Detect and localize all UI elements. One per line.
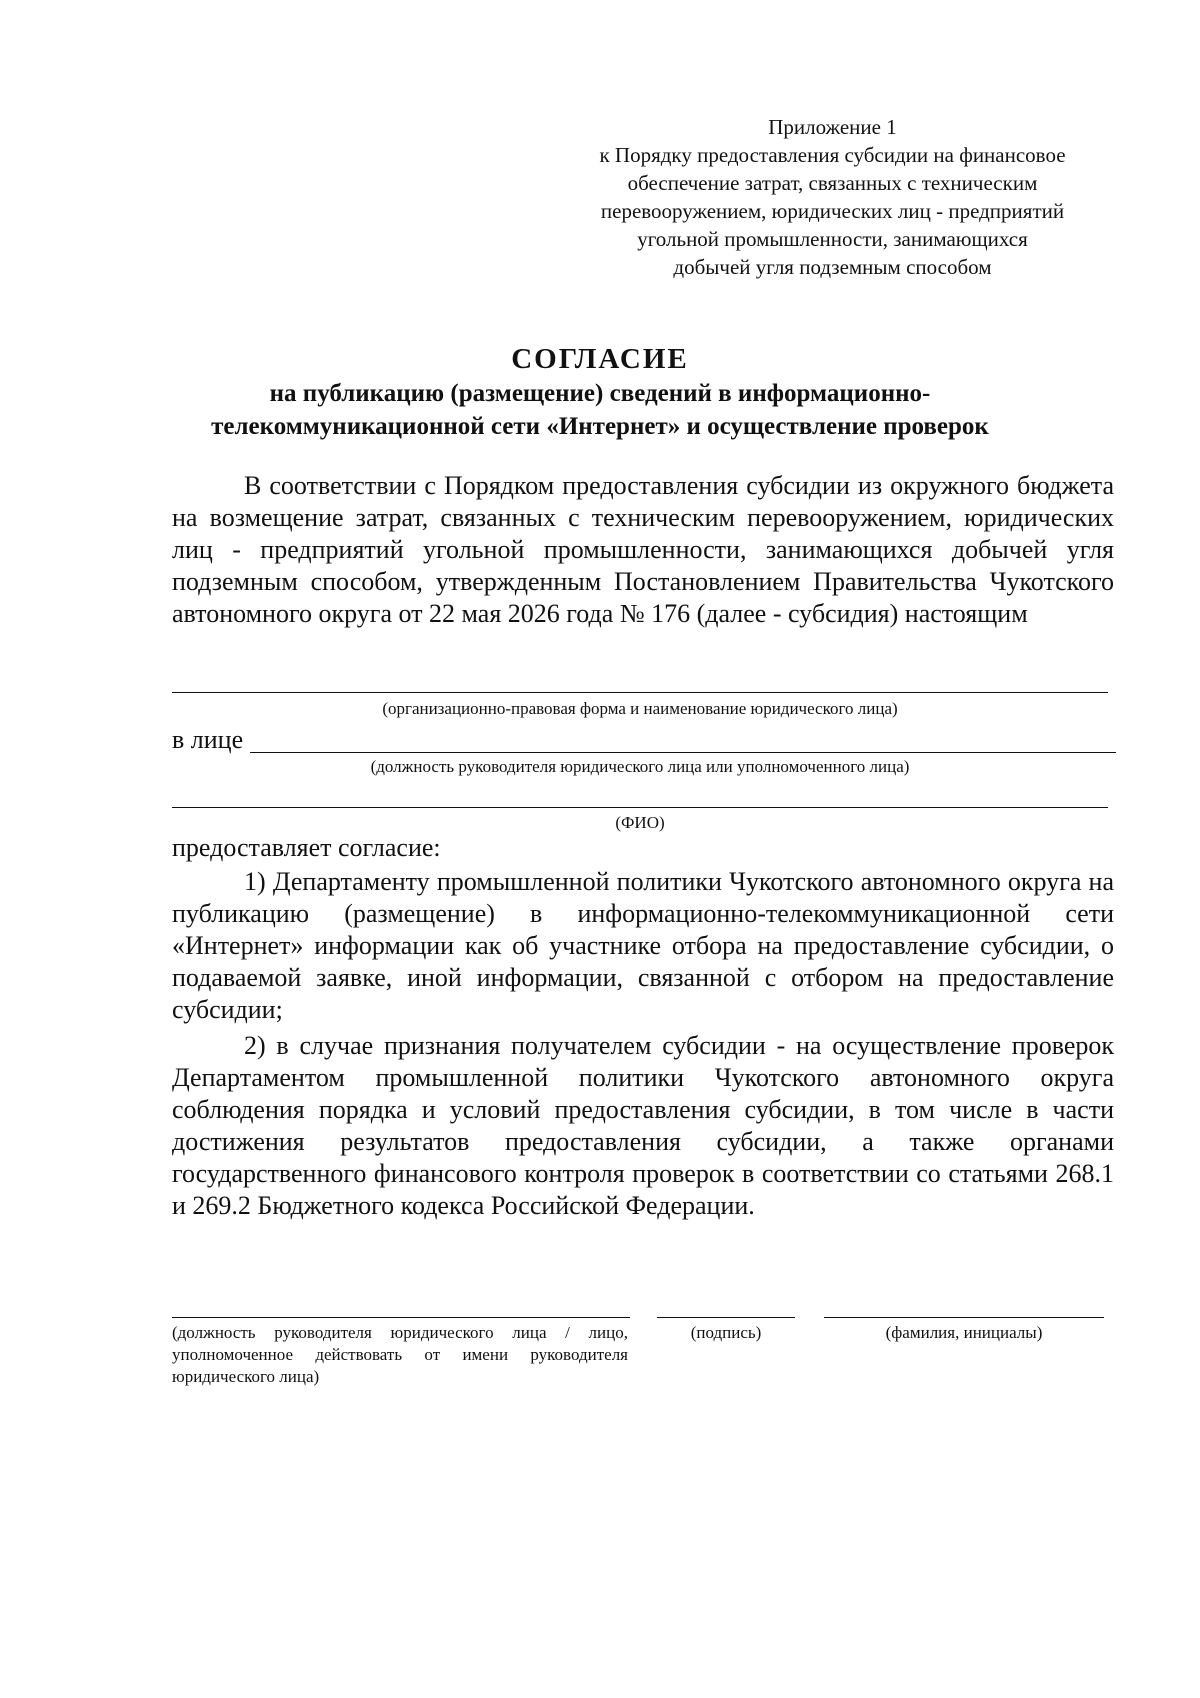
- fio-line[interactable]: [172, 807, 1108, 808]
- org-name-caption: (организационно-правовая форма и наименование юридического лица): [382, 699, 898, 718]
- document-subtitle-line-2: телекоммуникационной сети «Интернет» и осуществление проверок: [211, 413, 989, 440]
- appendix-line: добычей угля подземным способом: [673, 255, 992, 279]
- appendix-line: угольной промышленности, занимающихся: [637, 227, 1028, 251]
- appendix-header: [555, 113, 1110, 281]
- appendix-line: к Порядку предоставления субсидии на финансовое: [599, 143, 1066, 167]
- signatory-position-line[interactable]: [172, 1317, 630, 1318]
- signature-line[interactable]: [657, 1317, 795, 1318]
- name-initials-line[interactable]: [824, 1317, 1104, 1318]
- fio-caption: (ФИО): [615, 813, 665, 832]
- document-title: СОГЛАСИЕ: [511, 343, 689, 375]
- appendix-line: Приложение 1: [768, 115, 897, 139]
- consent-item-2: 2) в случае признания получателем субсидии - на осуществление проверок Департаментом промышленной политики Чукотского автономного округа соблюдения порядка и условий предоставления субсидии, в том числе в части достижения результатов предоставления субсидии, а также органами государственного финансового контроля проверок в соответствии со статьями 268.1 и 269.2 Бюджетного кодекса Российской Федерации.: [172, 1031, 1114, 1220]
- document-subtitle-line-1: на публикацию (размещение) сведений в информационно-: [269, 380, 931, 407]
- in-person-label: в лице: [172, 725, 244, 754]
- position-line[interactable]: [250, 752, 1116, 753]
- consent-lead: предоставляет согласие:: [172, 833, 441, 862]
- org-name-line[interactable]: [172, 692, 1108, 693]
- consent-item-1: 1) Департаменту промышленной политики Чукотского автономного округа на публикацию (размещение) в информационно-телекоммуникационной сети «Интернет» информации как об участнике отбора на предоставление субсидии, о подаваемой заявке, иной информации, связанной с отбором на предоставление субсидии;: [172, 867, 1114, 1024]
- signature-caption: (подпись): [690, 1323, 762, 1342]
- signatory-position-caption: (должность руководителя юридического лица / лицо, уполномоченное действовать от имени руководителя юридического лица): [172, 1323, 628, 1386]
- appendix-line: обеспечение затрат, связанных с техническим: [627, 171, 1038, 195]
- appendix-line: перевооружением, юридических лиц - предприятий: [600, 199, 1065, 223]
- position-caption: (должность руководителя юридического лица или уполномоченного лица): [370, 757, 910, 776]
- name-initials-caption: (фамилия, инициалы): [885, 1323, 1043, 1342]
- intro-paragraph: В соответствии с Порядком предоставления субсидии из окружного бюджета на возмещение затрат, связанных с техническим перевооружением, юридических лиц - предприятий угольной промышленности, занимающихся добычей угля подземным способом, утвержденным Постановлением Правительства Чукотского автономного округа от 22 мая 2026 года № 176 (далее - субсидия) настоящим: [172, 471, 1114, 628]
